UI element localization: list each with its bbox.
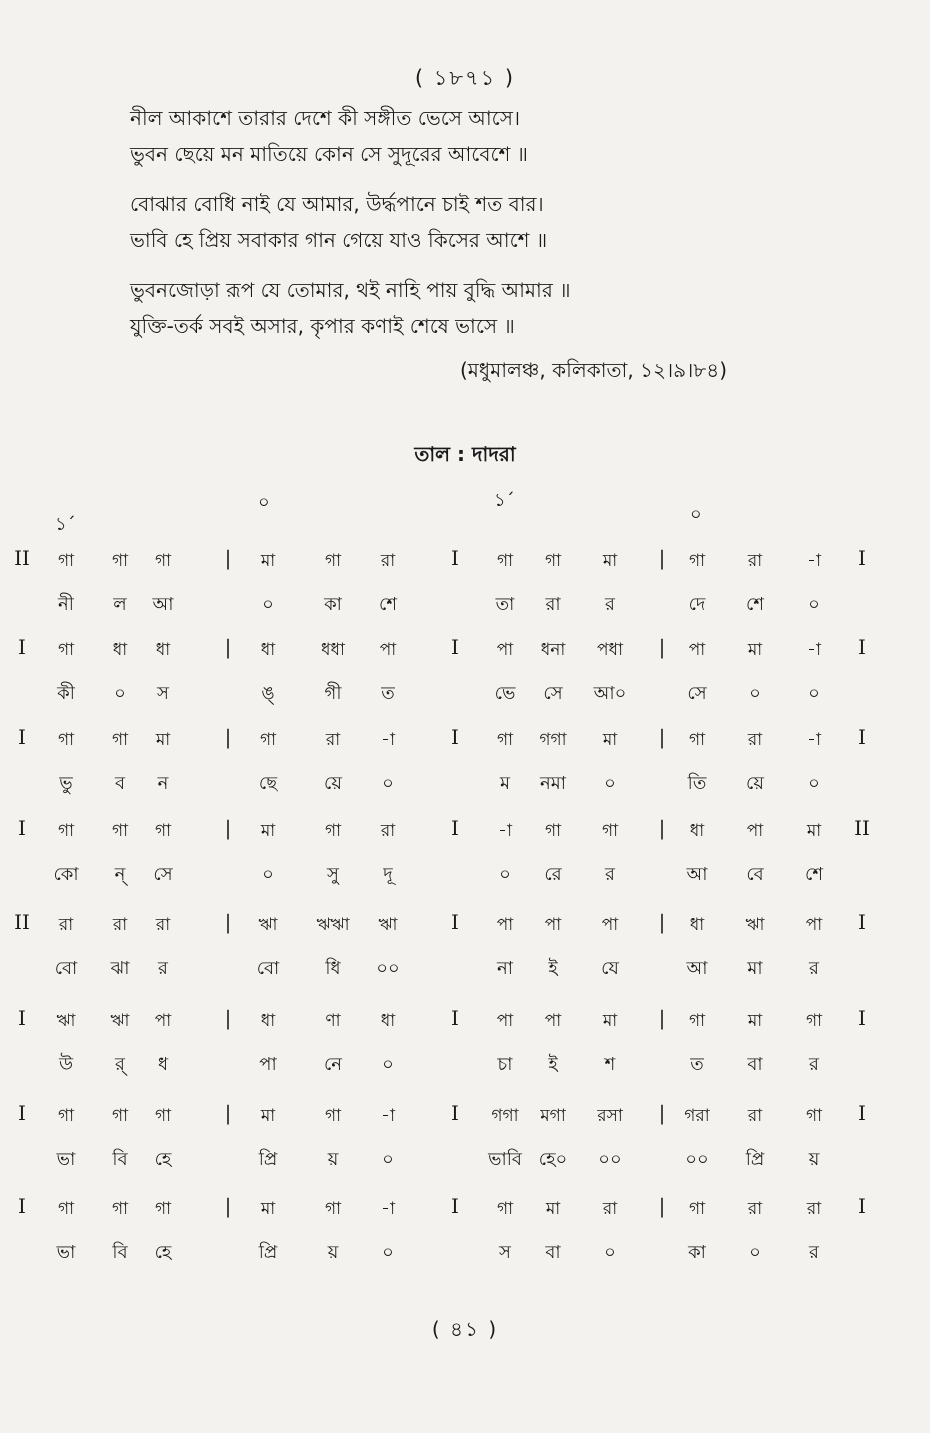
swara-note: রা: [806, 1199, 822, 1219]
lyric-syllable: সে: [153, 864, 173, 885]
barline-start: I: [18, 725, 26, 749]
swara-note: গা: [496, 1199, 514, 1219]
swara-note: পা: [496, 915, 514, 935]
lyric-syllable: ঝা: [110, 958, 130, 979]
barline: I: [451, 546, 459, 570]
barline-start: II: [14, 546, 30, 570]
lyric-syllable: প্রি: [258, 1242, 278, 1263]
lyric-syllable: না: [497, 958, 513, 979]
lyric-syllable: ০: [262, 594, 274, 615]
lyric-syllable: র: [809, 958, 819, 979]
lyric-syllable: য়: [327, 1242, 339, 1263]
swara-note: মা: [260, 821, 276, 841]
beat-marker: ১´: [494, 490, 515, 511]
swara-note: ধা: [689, 915, 705, 935]
swara-note: গা: [111, 551, 129, 571]
swara-note: রসা: [597, 1106, 623, 1126]
lyric-syllable: বি: [112, 1242, 128, 1263]
barline: |: [224, 910, 232, 934]
swara-note: পা: [496, 640, 514, 660]
barline-end: I: [858, 1006, 866, 1030]
lyric-syllable: প্রি: [745, 1149, 765, 1170]
swara-note: ধা: [155, 640, 171, 660]
barline: |: [658, 1101, 666, 1125]
swara-note: মা: [747, 1011, 763, 1031]
lyric-syllable: ছে: [258, 773, 278, 794]
poem-line: ভাবি হে প্রিয় সবাকার গান গেয়ে যাও কিসের আশে ॥: [130, 228, 548, 252]
swara-note: রা: [325, 730, 341, 750]
lyric-syllable: ০: [382, 1054, 394, 1075]
swara-note: ঋঋা: [316, 915, 350, 935]
swara-note: মা: [747, 640, 763, 660]
swara-note: পা: [746, 821, 764, 841]
lyric-syllable: প্রি: [258, 1149, 278, 1170]
lyric-syllable: য়ে: [324, 773, 342, 794]
lyric-syllable: শ: [604, 1054, 616, 1075]
barline: I: [451, 635, 459, 659]
swara-note: পা: [688, 640, 706, 660]
barline: |: [658, 910, 666, 934]
swara-note: মা: [602, 1011, 618, 1031]
lyric-syllable: ভু: [59, 773, 73, 794]
swara-note: গা: [688, 551, 706, 571]
swara-note: গা: [324, 821, 342, 841]
swara-note: গা: [57, 1106, 75, 1126]
swara-note: গা: [544, 821, 562, 841]
lyric-syllable: বি: [112, 1149, 128, 1170]
swara-note: গা: [496, 730, 514, 750]
swara-note: রা: [380, 551, 396, 571]
lyric-syllable: ত: [690, 1054, 704, 1075]
lyric-syllable: ব: [114, 773, 126, 794]
swara-note: গা: [324, 551, 342, 571]
lyric-syllable: পা: [259, 1054, 277, 1075]
swara-note: রা: [155, 915, 171, 935]
lyric-syllable: গী: [324, 683, 342, 704]
barline: |: [658, 635, 666, 659]
page-number-top: ( ১৮৭১ ): [414, 66, 516, 90]
lyric-syllable: বা: [545, 1242, 561, 1263]
barline: |: [658, 1194, 666, 1218]
swara-note: গা: [688, 1011, 706, 1031]
lyric-syllable: ভাবি: [488, 1149, 522, 1170]
swara-note: মা: [260, 1106, 276, 1126]
swara-note: মগা: [540, 1106, 566, 1126]
swara-note: ধা: [260, 1011, 276, 1031]
swara-note: রা: [747, 730, 763, 750]
swara-note: রা: [58, 915, 74, 935]
barline: I: [451, 1101, 459, 1125]
lyric-syllable: র: [158, 958, 168, 979]
lyric-syllable: উ: [58, 1054, 74, 1075]
swara-note: পা: [805, 915, 823, 935]
swara-note: রা: [380, 821, 396, 841]
lyric-syllable: বে: [746, 864, 764, 885]
barline: |: [224, 635, 232, 659]
lyric-syllable: নমা: [540, 773, 566, 794]
barline: |: [224, 546, 232, 570]
swara-note: গা: [688, 1199, 706, 1219]
lyric-syllable: ০: [808, 594, 820, 615]
swara-note: গা: [57, 1199, 75, 1219]
swara-note: মা: [806, 821, 822, 841]
lyric-syllable: কা: [324, 594, 342, 615]
lyric-syllable: ০: [382, 1149, 394, 1170]
swara-note: গা: [324, 1106, 342, 1126]
barline: |: [658, 816, 666, 840]
lyric-syllable: য়: [808, 1149, 820, 1170]
swara-note: -া: [807, 730, 821, 750]
lyric-syllable: র: [809, 1242, 819, 1263]
poem-line: বোঝার বোধি নাই যে আমার, উর্দ্ধপানে চাই শত বার।: [130, 192, 544, 216]
swara-note: গা: [111, 821, 129, 841]
lyric-syllable: ০০: [376, 958, 400, 979]
barline-start: I: [18, 1101, 26, 1125]
lyric-syllable: র: [605, 594, 615, 615]
swara-note: মা: [260, 1199, 276, 1219]
barline: |: [658, 1006, 666, 1030]
barline: I: [451, 910, 459, 934]
swara-note: গগা: [491, 1106, 519, 1126]
lyric-syllable: কা: [688, 1242, 706, 1263]
lyric-syllable: আ: [686, 958, 708, 979]
lyric-syllable: দে: [688, 594, 706, 615]
swara-note: মা: [602, 730, 618, 750]
swara-note: -া: [498, 821, 512, 841]
lyric-syllable: বা: [747, 1054, 763, 1075]
swara-note: মা: [155, 730, 171, 750]
lyric-syllable: ০: [382, 773, 394, 794]
swara-note: গা: [688, 730, 706, 750]
lyric-syllable: য়: [327, 1149, 339, 1170]
lyric-syllable: আ০: [593, 683, 627, 704]
barline-end: I: [858, 725, 866, 749]
barline: I: [451, 1194, 459, 1218]
lyric-syllable: ০: [604, 1242, 616, 1263]
poem-line: ভুবন ছেয়ে মন মাতিয়ে কোন সে সুদূরের আবেশে ॥: [130, 142, 528, 166]
barline: |: [224, 1006, 232, 1030]
lyric-syllable: রে: [544, 864, 562, 885]
swara-note: রা: [747, 551, 763, 571]
swara-note: গা: [324, 1199, 342, 1219]
barline-start: II: [14, 910, 30, 934]
lyric-syllable: ০: [499, 864, 511, 885]
lyric-syllable: শে: [379, 594, 397, 615]
lyric-syllable: হে: [154, 1242, 172, 1263]
lyric-syllable: নে: [323, 1054, 343, 1075]
lyric-syllable: সে: [543, 683, 563, 704]
lyric-syllable: সু: [327, 864, 339, 885]
swara-note: মা: [545, 1199, 561, 1219]
lyric-syllable: ভে: [494, 683, 516, 704]
barline-end: I: [858, 546, 866, 570]
source-citation: (মধুমালঞ্চ, কলিকাতা, ১২।৯।৮৪): [460, 358, 728, 382]
barline-end: II: [854, 816, 870, 840]
lyric-syllable: ০: [262, 864, 274, 885]
swara-note: গা: [57, 551, 75, 571]
swara-note: গা: [57, 640, 75, 660]
lyric-syllable: ০: [808, 683, 820, 704]
barline: |: [224, 1194, 232, 1218]
swara-note: গা: [154, 551, 172, 571]
poem-line: নীল আকাশে তারার দেশে কী সঙ্গীত ভেসে আসে।: [130, 106, 521, 130]
lyric-syllable: ধি: [325, 958, 341, 979]
lyric-syllable: রা: [545, 594, 561, 615]
lyric-syllable: ০: [808, 773, 820, 794]
lyric-syllable: মা: [747, 958, 763, 979]
barline: |: [224, 725, 232, 749]
barline: |: [658, 546, 666, 570]
lyric-syllable: চা: [497, 1054, 513, 1075]
lyric-syllable: য়ে: [746, 773, 764, 794]
barline-start: I: [18, 816, 26, 840]
lyric-syllable: ০০: [598, 1149, 622, 1170]
swara-note: ধা: [380, 1011, 396, 1031]
lyric-syllable: হে০: [538, 1149, 568, 1170]
barline: |: [224, 1101, 232, 1125]
barline-start: I: [18, 635, 26, 659]
lyric-syllable: র: [605, 864, 615, 885]
swara-note: রা: [112, 915, 128, 935]
swara-note: গরা: [684, 1106, 710, 1126]
lyric-syllable: ম: [500, 773, 510, 794]
swara-note: গা: [805, 1106, 823, 1126]
swara-note: পা: [544, 1011, 562, 1031]
lyric-syllable: যে: [601, 958, 619, 979]
lyric-syllable: ঙ্: [261, 683, 275, 704]
lyric-syllable: স: [499, 1242, 511, 1263]
swara-note: -া: [807, 551, 821, 571]
swara-note: পা: [379, 640, 397, 660]
lyric-syllable: র: [809, 1054, 819, 1075]
lyric-syllable: ০: [114, 683, 126, 704]
swara-note: -া: [381, 730, 395, 750]
swara-note: পধা: [597, 640, 623, 660]
swara-note: গা: [154, 1199, 172, 1219]
swara-note: গা: [57, 821, 75, 841]
swara-note: ধধা: [321, 640, 345, 660]
swara-note: গা: [259, 730, 277, 750]
poem-line: ভুবনজোড়া রূপ যে তোমার, থই নাহি পায় বুদ্ধি আমার ॥: [130, 278, 571, 302]
barline-start: I: [18, 1194, 26, 1218]
swara-note: ঋা: [258, 915, 278, 935]
lyric-syllable: ল: [113, 594, 127, 615]
swara-note: গা: [111, 730, 129, 750]
lyric-syllable: ০: [604, 773, 616, 794]
swara-note: গা: [601, 821, 619, 841]
barline: I: [451, 725, 459, 749]
lyric-syllable: ত: [381, 683, 395, 704]
swara-note: পা: [544, 915, 562, 935]
swara-note: গা: [805, 1011, 823, 1031]
swara-note: পা: [601, 915, 619, 935]
lyric-syllable: র্: [115, 1054, 125, 1075]
tala-heading: তাল : দাদরা: [414, 442, 516, 466]
swara-note: -া: [807, 640, 821, 660]
swara-note: ঋা: [56, 1011, 76, 1031]
lyric-syllable: আ: [686, 864, 708, 885]
barline: |: [224, 816, 232, 840]
swara-note: ধনা: [540, 640, 566, 660]
swara-note: রা: [747, 1106, 763, 1126]
beat-marker: ১´: [55, 514, 76, 535]
swara-note: মা: [260, 551, 276, 571]
barline-start: I: [18, 1006, 26, 1030]
swara-note: গা: [154, 821, 172, 841]
swara-note: গা: [544, 551, 562, 571]
swara-note: পা: [154, 1011, 172, 1031]
poem-line: যুক্তি-তর্ক সবই অসার, কৃপার কণাই শেষে ভাসে ॥: [130, 314, 515, 338]
lyric-syllable: আ: [152, 594, 174, 615]
lyric-syllable: ধ: [157, 1054, 169, 1075]
lyric-syllable: ন্: [114, 864, 126, 885]
swara-note: মা: [602, 551, 618, 571]
swara-note: ঋা: [110, 1011, 130, 1031]
beat-marker: ০: [690, 504, 702, 525]
swara-note: গা: [57, 730, 75, 750]
swara-note: গা: [496, 551, 514, 571]
lyric-syllable: ০: [382, 1242, 394, 1263]
lyric-syllable: তা: [495, 594, 515, 615]
swara-note: গা: [154, 1106, 172, 1126]
beat-marker: ০: [258, 492, 270, 513]
page-number-bottom: ( ৪১ ): [431, 1317, 499, 1341]
lyric-syllable: বো: [54, 958, 78, 979]
lyric-syllable: তি: [687, 773, 707, 794]
lyric-syllable: ০: [749, 1242, 761, 1263]
barline-end: I: [858, 1194, 866, 1218]
swara-note: রা: [747, 1199, 763, 1219]
lyric-syllable: কী: [57, 683, 75, 704]
lyric-syllable: বো: [256, 958, 280, 979]
barline: |: [658, 725, 666, 749]
barline: I: [451, 1006, 459, 1030]
lyric-syllable: ন: [157, 773, 169, 794]
barline-end: I: [858, 910, 866, 934]
lyric-syllable: দূ: [383, 864, 393, 885]
swara-note: রা: [602, 1199, 618, 1219]
barline-end: I: [858, 1101, 866, 1125]
lyric-syllable: স: [157, 683, 169, 704]
barline: I: [451, 816, 459, 840]
swara-note: ঋা: [745, 915, 765, 935]
swara-note: ধা: [689, 821, 705, 841]
lyric-syllable: ০০: [685, 1149, 709, 1170]
lyric-syllable: শে: [805, 864, 823, 885]
barline-end: I: [858, 635, 866, 659]
lyric-syllable: ০: [749, 683, 761, 704]
lyric-syllable: ই: [548, 1054, 558, 1075]
lyric-syllable: ই: [548, 958, 558, 979]
swara-note: ধা: [260, 640, 276, 660]
swara-note: -া: [381, 1106, 395, 1126]
swara-note: -া: [381, 1199, 395, 1219]
swara-note: গা: [111, 1199, 129, 1219]
lyric-syllable: শে: [746, 594, 764, 615]
swara-note: ণা: [325, 1011, 341, 1031]
lyric-syllable: নী: [58, 594, 74, 615]
swara-note: ঋা: [378, 915, 398, 935]
swara-note: পা: [496, 1011, 514, 1031]
lyric-syllable: কো: [53, 864, 79, 885]
lyric-syllable: সে: [687, 683, 707, 704]
lyric-syllable: ভা: [56, 1242, 76, 1263]
swara-note: গগা: [539, 730, 567, 750]
swara-note: গা: [111, 1106, 129, 1126]
lyric-syllable: ভা: [56, 1149, 76, 1170]
lyric-syllable: হে: [154, 1149, 172, 1170]
swara-note: ধা: [112, 640, 128, 660]
